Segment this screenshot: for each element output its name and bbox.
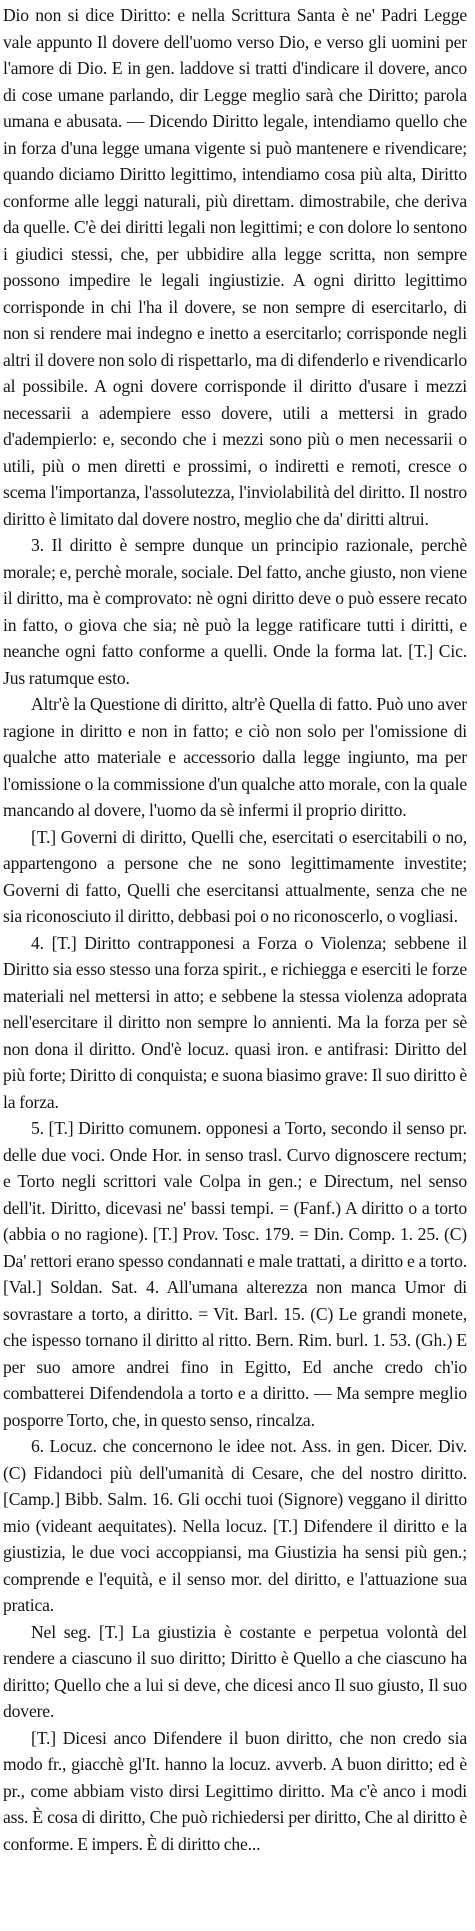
paragraph-section-6: 6. Locuz. che concernono le idee not. Ass. in gen. Dicer. Div. (C) Fidandoci più dell'umanità di Cesare, che del nostro diritto. [Camp.] Bibb. Salm. 16. Gli occhi tuoi (Signore) veggano il diritto mio (videant aequitates). Nella locuz. [T.] Difendere il diritto e la giustizia, le due voci accoppiansi, ma Giustizia ha sensi più gen.; comprende e l'equità, e il senso mor. del diritto, e l'attuazione sua pratica. xyxy=(3,1436,467,1615)
paragraph-nel-seg: Nel seg. [T.] La giustizia è costante e perpetua volontà del rendere a ciascuno il suo diritto; Diritto è Quello a che ciascuno ha diritto; Quello che a lui si deve, che dicesi anco Il suo giusto, Il suo dovere. xyxy=(3,1621,467,1721)
paragraph-governi: [T.] Governi di diritto, Quelli che, esercitati o esercitabili o no, appartengono a persone che ne sono legittimamente investite; Governi di fatto, Quelli che esercitansi attualmente, senza che ne sia riconosciuto il diritto, debbasi poi o no riconoscerlo, o vogliasi. xyxy=(3,826,467,926)
paragraph-section-4: 4. [T.] Diritto contrapponesi a Forza o Violenza; sebbene il Diritto sia esso stesso una forza spirit., e richiegga e eserciti le forze materiali nel mettersi in atto; e sebbene la stessa violenza adoprata nell'esercitare il diritto non sempre lo annienti. Ma la forza per sè non dona il diritto. Ond'è locuz. quasi iron. e antifrasi: Diritto del più forte; Diritto di conquista; e suona biasimo grave: Il suo diritto è la forza. xyxy=(3,932,468,1112)
paragraph-section-5: 5. [T.] Diritto comunem. opponesi a Torto, secondo il senso pr. delle due voci. Onde Hor. in senso trasl. Curvo dignoscere rectum; e Torto negli scrittori vale Colpa in gen.; e Directum, nel senso dell'it. Diritto, dicevasi ne' bassi tempi. = (Fanf.) A diritto o a torto (abbia o no ragione). [T.] Prov. Tosc. 179. = Din. Comp. 1. 25. (C) Da' rettori erano spesso condannati e male trattati, a diritto e a torto. [Val.] Soldan. Sat. 4. All'umana alterezza non manca Umor di sovrastare a torto, a diritto. = Vit. Barl. 15. (C) Le grandi monete, che ispesso tornano il diritto al ritto. Bern. Rim. burl. 1. 53. (Gh.) E per suo amore andrei fino in Egitto, Ed anche credo ch'io combatterei Difendendola a torto e a diritto. — Ma sempre meglio posporre Torto, che, in questo senso, rincalza. xyxy=(3,1118,467,1430)
paragraph-questione: Altr'è la Questione di diritto, altr'è Quella di fatto. Può uno aver ragione in diritto e non in fatto; e ciò non solo per l'omissione di qualche atto materiale e accessorio dalla legge ingiunto, ma per l'omissione o la commissione d'un qualche atto morale, con la quale mancando al dovere, l'uomo da sè infermi il proprio diritto. xyxy=(3,694,467,820)
dictionary-column xyxy=(3,2,467,1857)
paragraph-intro: Dio non si dice Diritto: e nella Scrittura Santa è ne' Padri Legge vale appunto Il dovere dell'uomo verso Dio, e verso gli uomini per l'amore di Dio. E in gen. laddove si tratti d'indicare il dovere, anco di cose umane parlando, dir Legge meglio sarà che Diritto; parola umana e abusata. — Dicendo Diritto legale, intendiamo quello che in forza d'una legge umana vigente si può mantenere e rivendicare; quando diciamo Diritto legittimo, intendiamo cosa più alta, Diritto conforme alle leggi naturali, più direttam. dimostrabile, che deriva da quelle. C'è dei diritti legali non legittimi; e con dolore lo sentono i giudici stessi, che, per ubbidire alla legge scritta, non sempre possono impedire le legali ingiustizie. A ogni diritto legittimo corrisponde in chi l'ha il dovere, se non sempre di esercitarlo, di non si rendere mai indegno e inetto a esercitarlo; corrisponde negli altri il dovere non solo di rispettarlo, ma di difenderlo e rivendicarlo al possibile. A ogni dovere corrisponde il diritto d'usare i mezzi necessarii a adempiere esso dovere, utili a mettersi in grado d'adempierlo: e, secondo che i mezzi sono più o men necessarii o utili, più o men diretti e prossimi, o indiretti e remoti, cresce o scema l'importanza, l'assolutezza, l'inviolabilità del diritto. Il nostro diritto è limitato dal dovere nostro, meglio che da' diritti altrui. xyxy=(3,5,467,529)
paragraph-dicesi: [T.] Dicesi anco Difendere il buon diritto, che non credo sia modo fr., giacchè gl'It. hanno la locuz. avverb. A buon diritto; ed è pr., come abbiam visto dirsi Legittimo diritto. Ma c'è anco i modi ass. È cosa di diritto, Che può richiedersi per diritto, Che al diritto è conforme. E impers. È di diritto che... xyxy=(3,1727,467,1854)
paragraph-section-3: 3. Il diritto è sempre dunque un principio razionale, perchè morale; e, perchè morale, sociale. Del fatto, anche giusto, non viene il diritto, ma è comprovato: nè ogni diritto deve o può essere recato in fatto, o giova che sia; nè può la legge ratificare tutti i diritti, e neanche ogni fatto conforme a quelli. Onde la forma lat. [T.] Cic. Jus ratumque esto. xyxy=(3,535,467,688)
